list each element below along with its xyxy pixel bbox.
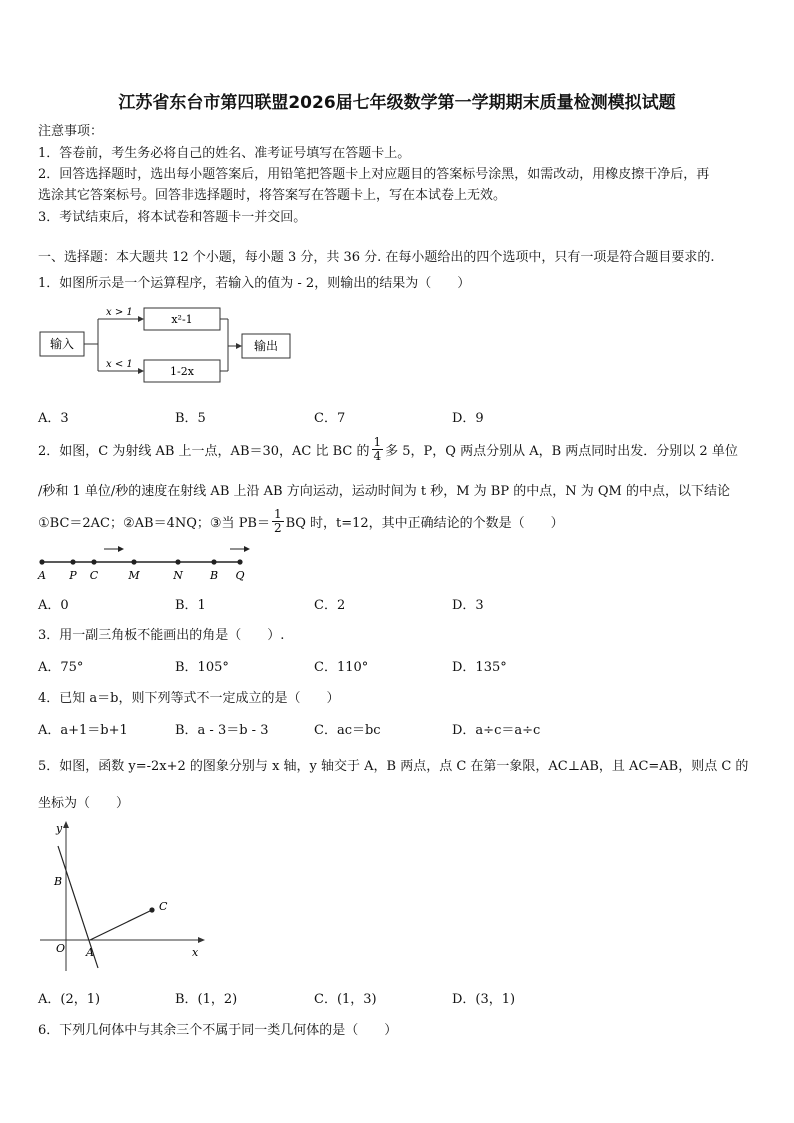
x-axis-label: x bbox=[192, 946, 199, 959]
point-q bbox=[237, 559, 242, 564]
origin-label: O bbox=[56, 942, 66, 955]
q3-option-b[interactable]: B．105° bbox=[175, 660, 229, 675]
q5-option-b[interactable]: B．(1，2) bbox=[175, 992, 238, 1007]
q1-stem: 1．如图所示是一个运算程序，若输入的值为 - 2，则输出的结果为（ ） bbox=[38, 276, 471, 291]
point-c bbox=[149, 907, 154, 912]
q2-line-1-part-b: 多 5，P，Q 两点分别从 A，B 两点同时出发．分别以 2 单位 bbox=[385, 444, 738, 459]
q3-option-d[interactable]: D．135° bbox=[452, 660, 507, 675]
q1-option-d[interactable]: D．9 bbox=[452, 411, 484, 426]
q2-option-b[interactable]: B．1 bbox=[175, 598, 206, 613]
notice-item-2-line-2: 选涂其它答案标号。回答非选择题时，将答案写在答题卡上，写在本试卷上无效。 bbox=[38, 188, 507, 203]
page-title: 江苏省东台市第四联盟2026届七年级数学第一学期期末质量检测模拟试题 bbox=[118, 93, 676, 113]
q2-line-1 bbox=[38, 436, 738, 463]
q4-option-c[interactable]: C．ac＝bc bbox=[314, 723, 381, 738]
q2-fraction-quarter bbox=[372, 436, 384, 463]
label-n: N bbox=[173, 569, 183, 582]
point-b bbox=[211, 559, 216, 564]
q2-line-2: /秒和 1 单位/秒的速度在射线 AB 上沿 AB 方向运动，运动时间为 t 秒，M 为 BP 的中点，N 为 QM 的中点，以下结论 bbox=[38, 484, 730, 499]
point-c bbox=[91, 559, 96, 564]
q1-option-c[interactable]: C．7 bbox=[314, 411, 346, 426]
notice-item-3: 3．考试结束后，将本试卷和答题卡一并交回。 bbox=[38, 210, 307, 225]
q2-line-1-part-a: 2．如图，C 为射线 AB 上一点，AB＝30，AC 比 BC 的 bbox=[38, 444, 370, 459]
q2-number-line bbox=[34, 540, 264, 584]
point-b-label: B bbox=[54, 875, 63, 888]
q4-stem: 4．已知 a＝b，则下列等式不一定成立的是（ ） bbox=[38, 691, 340, 706]
q2-fraction-half bbox=[272, 508, 284, 535]
q3-option-a[interactable]: A．75° bbox=[38, 660, 84, 675]
notice-item-2-line-1: 2．回答选择题时，选出每小题答案后，用铅笔把答题卡上对应题目的答案标号涂黑，如需改动，用橡皮擦干净后，再 bbox=[38, 167, 710, 182]
point-n bbox=[175, 559, 180, 564]
q5-option-d[interactable]: D．(3，1) bbox=[452, 992, 516, 1007]
flow-lower-condition: x < 1 bbox=[106, 359, 133, 370]
q2-line-3-part-a: ①BC＝2AC；②AB＝4NQ；③当 PB＝ bbox=[38, 516, 270, 531]
flow-lower-expression: 1-2x bbox=[170, 365, 194, 378]
segment-ac bbox=[90, 910, 152, 940]
q4-option-a[interactable]: A．a+1＝b+1 bbox=[38, 723, 128, 738]
fraction-numerator: 1 bbox=[274, 507, 282, 521]
q2-option-c[interactable]: C．2 bbox=[314, 598, 346, 613]
point-c-label: C bbox=[159, 900, 168, 913]
flow-upper-condition: x > 1 bbox=[106, 307, 133, 318]
fraction-numerator: 1 bbox=[373, 435, 382, 449]
label-p: P bbox=[69, 569, 77, 582]
flow-input-label: 输入 bbox=[49, 337, 75, 351]
fraction-denominator: 2 bbox=[274, 521, 282, 535]
fraction-denominator: 4 bbox=[373, 449, 382, 463]
q5-coordinate-graph bbox=[38, 816, 218, 976]
notice-heading: 注意事项： bbox=[38, 124, 104, 139]
q4-option-d[interactable]: D．a÷c＝a÷c bbox=[452, 723, 541, 738]
section-heading: 一、选择题：本大题共 12 个小题，每小题 3 分，共 36 分. 在每小题给出的四个选项中，只有一项是符合题目要求的. bbox=[38, 250, 715, 265]
q2-option-a[interactable]: A．0 bbox=[38, 598, 69, 613]
point-p bbox=[70, 559, 75, 564]
label-b: B bbox=[209, 569, 219, 582]
flow-upper-expression: x²-1 bbox=[171, 313, 193, 326]
label-q: Q bbox=[235, 569, 245, 582]
y-axis-label: y bbox=[56, 822, 63, 835]
q2-line-3 bbox=[38, 508, 564, 535]
point-a-label: A bbox=[86, 946, 94, 959]
label-m: M bbox=[128, 569, 140, 582]
label-a: A bbox=[38, 569, 46, 582]
notice-item-1: 1．答卷前，考生务必将自己的姓名、准考证号填写在答题卡上。 bbox=[38, 146, 411, 161]
flow-output-label: 输出 bbox=[253, 339, 279, 353]
q6-stem: 6．下列几何体中与其余三个不属于同一类几何体的是（ ） bbox=[38, 1023, 398, 1038]
label-c: C bbox=[89, 569, 99, 582]
q1-option-b[interactable]: B．5 bbox=[175, 411, 206, 426]
q4-option-b[interactable]: B．a - 3＝b - 3 bbox=[175, 723, 269, 738]
q1-flowchart bbox=[38, 302, 298, 387]
point-a bbox=[39, 559, 44, 564]
q5-line-2: 坐标为（ ） bbox=[38, 796, 130, 811]
q3-stem: 3．用一副三角板不能画出的角是（ ）. bbox=[38, 628, 285, 643]
point-m bbox=[131, 559, 136, 564]
q5-line-1: 5．如图，函数 y=-2x+2 的图象分别与 x 轴，y 轴交于 A，B 两点，点 C 在第一象限，AC⊥AB，且 AC=AB，则点 C 的 bbox=[38, 759, 749, 774]
q5-option-c[interactable]: C．(1，3) bbox=[314, 992, 377, 1007]
q2-option-d[interactable]: D．3 bbox=[452, 598, 484, 613]
q1-option-a[interactable]: A．3 bbox=[38, 411, 69, 426]
q5-option-a[interactable]: A．(2，1) bbox=[38, 992, 101, 1007]
q3-option-c[interactable]: C．110° bbox=[314, 660, 369, 675]
q2-line-3-part-b: BQ 时，t=12，其中正确结论的个数是（ ） bbox=[285, 516, 564, 531]
